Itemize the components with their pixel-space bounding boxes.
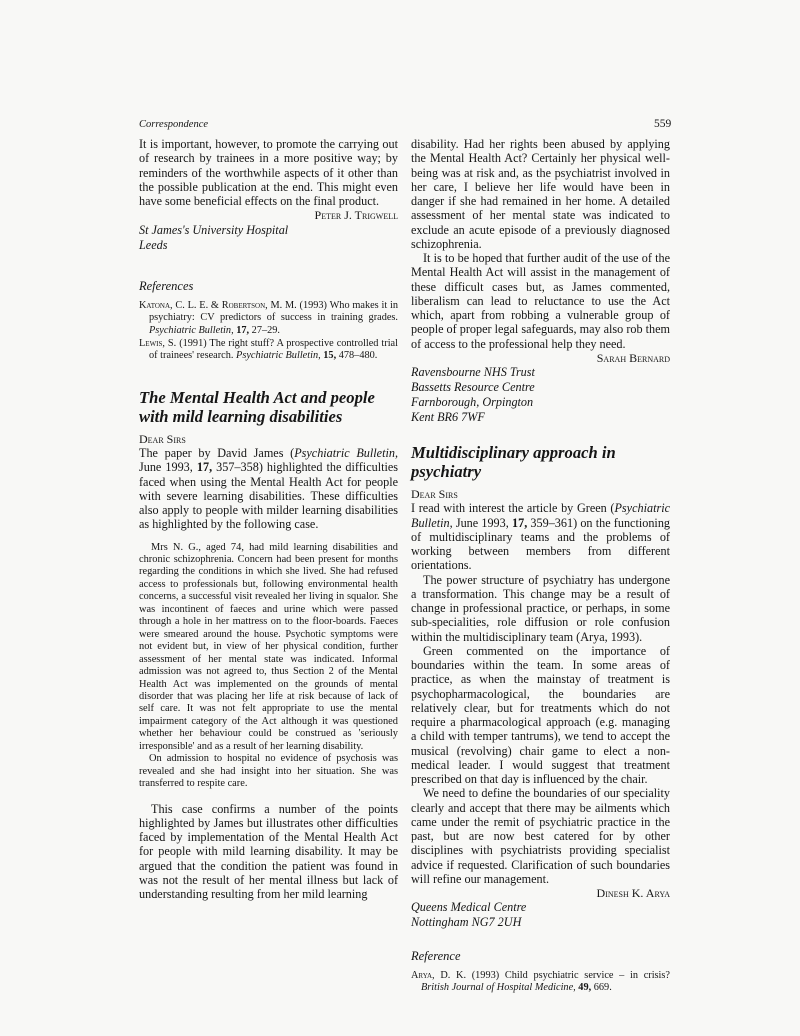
trigwell-closing-paragraph: It is important, however, to promote the carrying out of research by trainees in a more positive way; by reminders of the worthwhile aspects of it other than the possible publication at the end. This might even have some beneficial effects on the final product. bbox=[139, 137, 398, 208]
running-head: Correspondence bbox=[139, 119, 209, 130]
references-heading: References bbox=[139, 278, 194, 293]
text-run: June 1993, bbox=[452, 515, 512, 530]
reference-heading: Reference bbox=[411, 949, 461, 964]
case-report-paragraph: Mrs N. G., aged 74, had mild learning disabilities and chronic schizophrenia. Concern had been present for months regarding the conditions in which she lived. She had refused access to professionals but, following environmental health concerns, a successful visit revealed her living in squalor. She was incontinent of faeces and urine which were passed through a hole in her mattress on to the floor-boards. Faeces were smeared around the house. Psychotic symptoms were not evident but, in view of her physical condition, further assessment of her mental state was indicated. Informal admission was not agreed to, thus Section 2 of the Mental Health Act was implemented on the grounds of mental disorder that was placing her life at risk because of lack of self care. It was not felt appropriate to use the mental impairment category of the Act although it was questioned whether her behaviour could be construed as 'seriously irresponsible' and as a result of her learning disability. bbox=[139, 541, 398, 752]
reference-volume: 17, bbox=[233, 324, 250, 336]
reference-journal: Psychiatric Bulletin, bbox=[236, 350, 321, 362]
bernard-signature: Sarah Bernard bbox=[596, 350, 670, 365]
text-run: 359–361) on the functioning of multidisciplinary teams and the problems of working between members from different orientations. bbox=[411, 515, 671, 573]
reference-journal: Psychiatric Bulletin, bbox=[149, 324, 234, 336]
case-report-paragraph: On admission to hospital no evidence of psychosis was revealed and she had insight into her situation. She was transferred to respite care. bbox=[139, 753, 398, 790]
multidisciplinary-paragraph: The power structure of psychiatry has undergone a transformation. This change may be a result of change in professional practice, or perhaps, in some sub-specialities, role diffusion or role confusion within the multidisciplinary team (Arya, 1993). bbox=[411, 572, 670, 644]
mha-letter-title: The Mental Health Act and people with mild learning disabilities bbox=[139, 387, 375, 426]
reference-pages: 669. bbox=[591, 981, 612, 993]
reference-authors: Katona, C. L. E. & Robertson, M. M. bbox=[139, 299, 297, 311]
address-line: Kent BR6 7WF bbox=[411, 410, 485, 424]
page-number: 559 bbox=[654, 118, 672, 130]
address-line: St James's University Hospital bbox=[139, 222, 289, 237]
reference-item bbox=[139, 338, 398, 363]
arya-signature: Dinesh K. Arya bbox=[596, 886, 670, 900]
multidisciplinary-salutation: Dear Sirs bbox=[411, 487, 458, 501]
right-column bbox=[411, 137, 670, 994]
multidisciplinary-paragraph: Green commented on the importance of boundaries within the team. In some areas of practice, as when the mainstay of treatment is psychopharmacological, the boundaries are relatively clear, but for treatments which do not require a pharmacological approach (e.g. managing a child with temper tantrums), we tend to accept the musical (revolving) chair game to elect a non-medical leader. I would suggest that treatment prescribed on that day is influenced by the chair. bbox=[411, 643, 670, 786]
mha-salutation: Dear Sirs bbox=[139, 431, 186, 446]
multidisciplinary-paragraph: We need to define the boundaries of our speciality clearly and accept that there may be ailments which came under the remit of psychiatric practice in the past, but are now best catered for by other disciplines with psychiatrists providing specialist advice if requested. Clarification of such boundaries will refine our management. bbox=[411, 786, 670, 886]
mha-body-paragraph: It is to be hoped that further audit of the use of the Mental Health Act will assist in the management of these difficult cases but, as James commented, liberalism can lead to reluctance to use the Act which, apart from robbing a vulnerable group of people of proper legal safeguards, may also rob them of access to the professional help they need. bbox=[411, 251, 670, 351]
reference-pages: 478–480. bbox=[336, 350, 378, 362]
journal-name: Psychiatric Bulletin, bbox=[294, 446, 398, 461]
reference-volume: 49, bbox=[575, 981, 592, 993]
address-line: Nottingham NG7 2UH bbox=[411, 915, 522, 930]
journal-volume: 17, bbox=[512, 515, 528, 530]
journal-name: Psychiatric Bulletin, bbox=[411, 501, 670, 530]
multidisciplinary-paragraph bbox=[411, 501, 670, 572]
trigwell-signature: Peter J. Trigwell bbox=[314, 208, 398, 223]
mha-body-paragraph-continues: This case confirms a number of the points highlighted by James but illustrates other difficulties faced by implementation of the Mental Health Act for people with mild learning disability. It may be argued that the condition the patient was found in was not the result of her mental illness but lack of understanding resulting from her mild learning bbox=[139, 801, 398, 902]
address-line: Leeds bbox=[139, 237, 168, 252]
text-run: I read with interest the article by Green ( bbox=[411, 501, 615, 516]
mha-intro-paragraph bbox=[139, 446, 398, 532]
text-run: June 1993, bbox=[139, 460, 197, 475]
reference-authors: Arya, D. K. bbox=[411, 969, 467, 981]
reference-pages: 27–29. bbox=[249, 324, 280, 336]
left-column bbox=[139, 137, 398, 901]
reference-journal: British Journal of Hospital Medicine, bbox=[421, 981, 576, 993]
reference-authors: Lewis, S. bbox=[139, 337, 177, 349]
reference-text: (1993) Child psychiatric service – in crisis? bbox=[466, 969, 670, 981]
arya-address bbox=[411, 900, 670, 930]
trigwell-address bbox=[139, 223, 398, 253]
reference-text: (1991) The right stuff? A prospective controlled trial of trainees' research. bbox=[149, 337, 398, 362]
reference-item bbox=[139, 300, 398, 337]
address-line: Bassetts Resource Centre bbox=[411, 380, 535, 394]
journal-volume: 17, bbox=[196, 460, 213, 475]
bernard-address bbox=[411, 365, 670, 425]
references-list bbox=[139, 300, 398, 363]
address-line: Ravensbourne NHS Trust bbox=[411, 365, 535, 379]
reference-text: (1993) Who makes it in psychiatry: CV predictors of success in training grades. bbox=[149, 299, 398, 324]
address-line: Farnborough, Orpington bbox=[411, 395, 534, 409]
mha-body-paragraph-continued: disability. Had her rights been abused by applying the Mental Health Act? Certainly her physical well-being was at risk and, as the psychiatrist involved in her care, I believe her life would have been in danger if she had remained in her home. A detailed assessment of her mental state was indicated to exclude an acute episode of a previously diagnosed schizophrenia. bbox=[411, 137, 670, 251]
text-run: 357–358) highlighted the difficulties faced when using the Mental Health Act for people with severe learning disabilities. These difficulties also apply to people with milder learning disabilities as highlighted by the following case. bbox=[139, 460, 399, 532]
address-line: Queens Medical Centre bbox=[411, 900, 527, 915]
reference-item bbox=[411, 970, 670, 995]
multidisciplinary-letter-title: Multidisciplinary approach in psychiatry bbox=[411, 443, 616, 481]
reference-volume: 15, bbox=[320, 350, 337, 362]
text-run: The paper by David James ( bbox=[139, 446, 295, 461]
